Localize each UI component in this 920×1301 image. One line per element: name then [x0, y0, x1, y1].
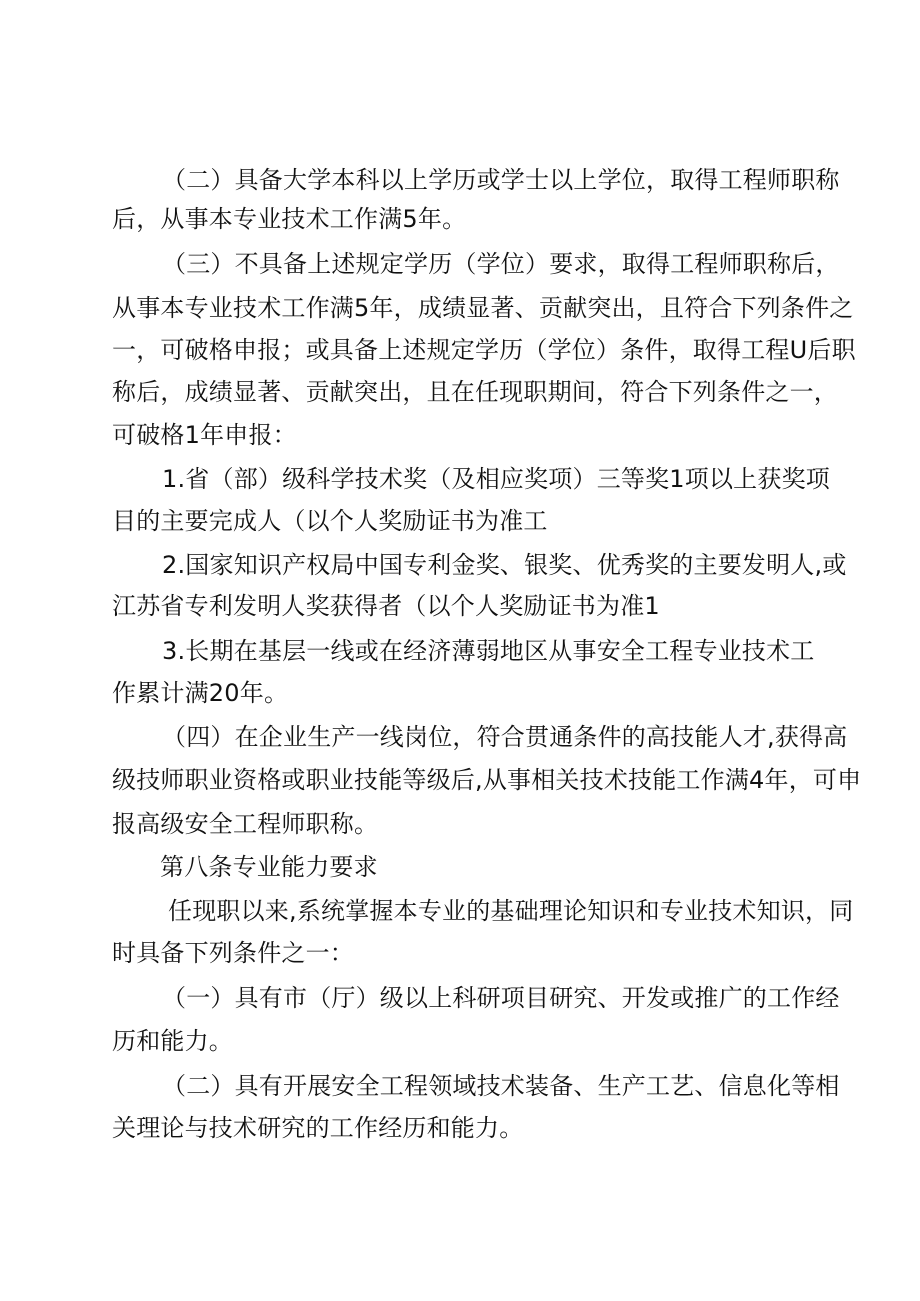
requirement-intro-line-1: 任现职以来,系统掌握本专业的基础理论知识和专业技术知识，同 [168, 897, 854, 925]
requirement-2-line-1: （二）具有开展安全工程领域技术装备、生产工艺、信息化等相 [162, 1072, 840, 1100]
item-1-line-1: 1.省（部）级科学技术奖（及相应奖项）三等奖1项以上获奖项 [162, 465, 830, 493]
item-3-line-2: 作累计满20年。 [112, 679, 289, 707]
item-2-line-1: 2.国家知识产权局中国专利金奖、银奖、优秀奖的主要发明人,或 [162, 551, 847, 579]
requirement-1-line-2: 历和能力。 [112, 1027, 233, 1055]
paragraph-3-line-1: （三）不具备上述规定学历（学位）要求，取得工程师职称后， [162, 250, 840, 278]
paragraph-3-line-3: 一，可破格申报；或具备上述规定学历（学位）条件，取得工程U后职 [112, 336, 856, 364]
paragraph-3-line-2: 从事本专业技术工作满5年，成绩显著、贡献突出，且符合下列条件之 [112, 294, 854, 322]
item-2-line-2: 江苏省专利发明人奖获得者（以个人奖励证书为准1 [112, 592, 660, 620]
paragraph-4-line-1: （四）在企业生产一线岗位，符合贯通条件的高技能人才,获得高 [162, 723, 848, 751]
requirement-intro-line-2: 时具备下列条件之一： [112, 939, 354, 967]
item-1-line-2: 目的主要完成人（以个人奖励证书为准工 [112, 507, 548, 535]
requirement-1-line-1: （一）具有市（厅）级以上科研项目研究、开发或推广的工作经 [162, 984, 840, 1012]
paragraph-2-line-2: 后，从事本专业技术工作满5年。 [112, 205, 467, 233]
paragraph-2-line-1: （二）具备大学本科以上学历或学士以上学位，取得工程师职称 [162, 166, 840, 194]
requirement-2-line-2: 关理论与技术研究的工作经历和能力。 [112, 1114, 524, 1142]
paragraph-3-line-5: 可破格1年申报： [112, 421, 297, 449]
article-8-heading: 第八条专业能力要求 [160, 853, 378, 881]
item-3-line-1: 3.长期在基层一线或在经济薄弱地区从事安全工程专业技术工 [162, 637, 815, 665]
paragraph-4-line-3: 报高级安全工程师职称。 [112, 810, 379, 838]
paragraph-3-line-4: 称后，成绩显著、贡献突出，且在任现职期间，符合下列条件之一， [112, 378, 838, 406]
paragraph-4-line-2: 级技师职业资格或职业技能等级后,从事相关技术技能工作满4年，可申 [112, 766, 862, 794]
